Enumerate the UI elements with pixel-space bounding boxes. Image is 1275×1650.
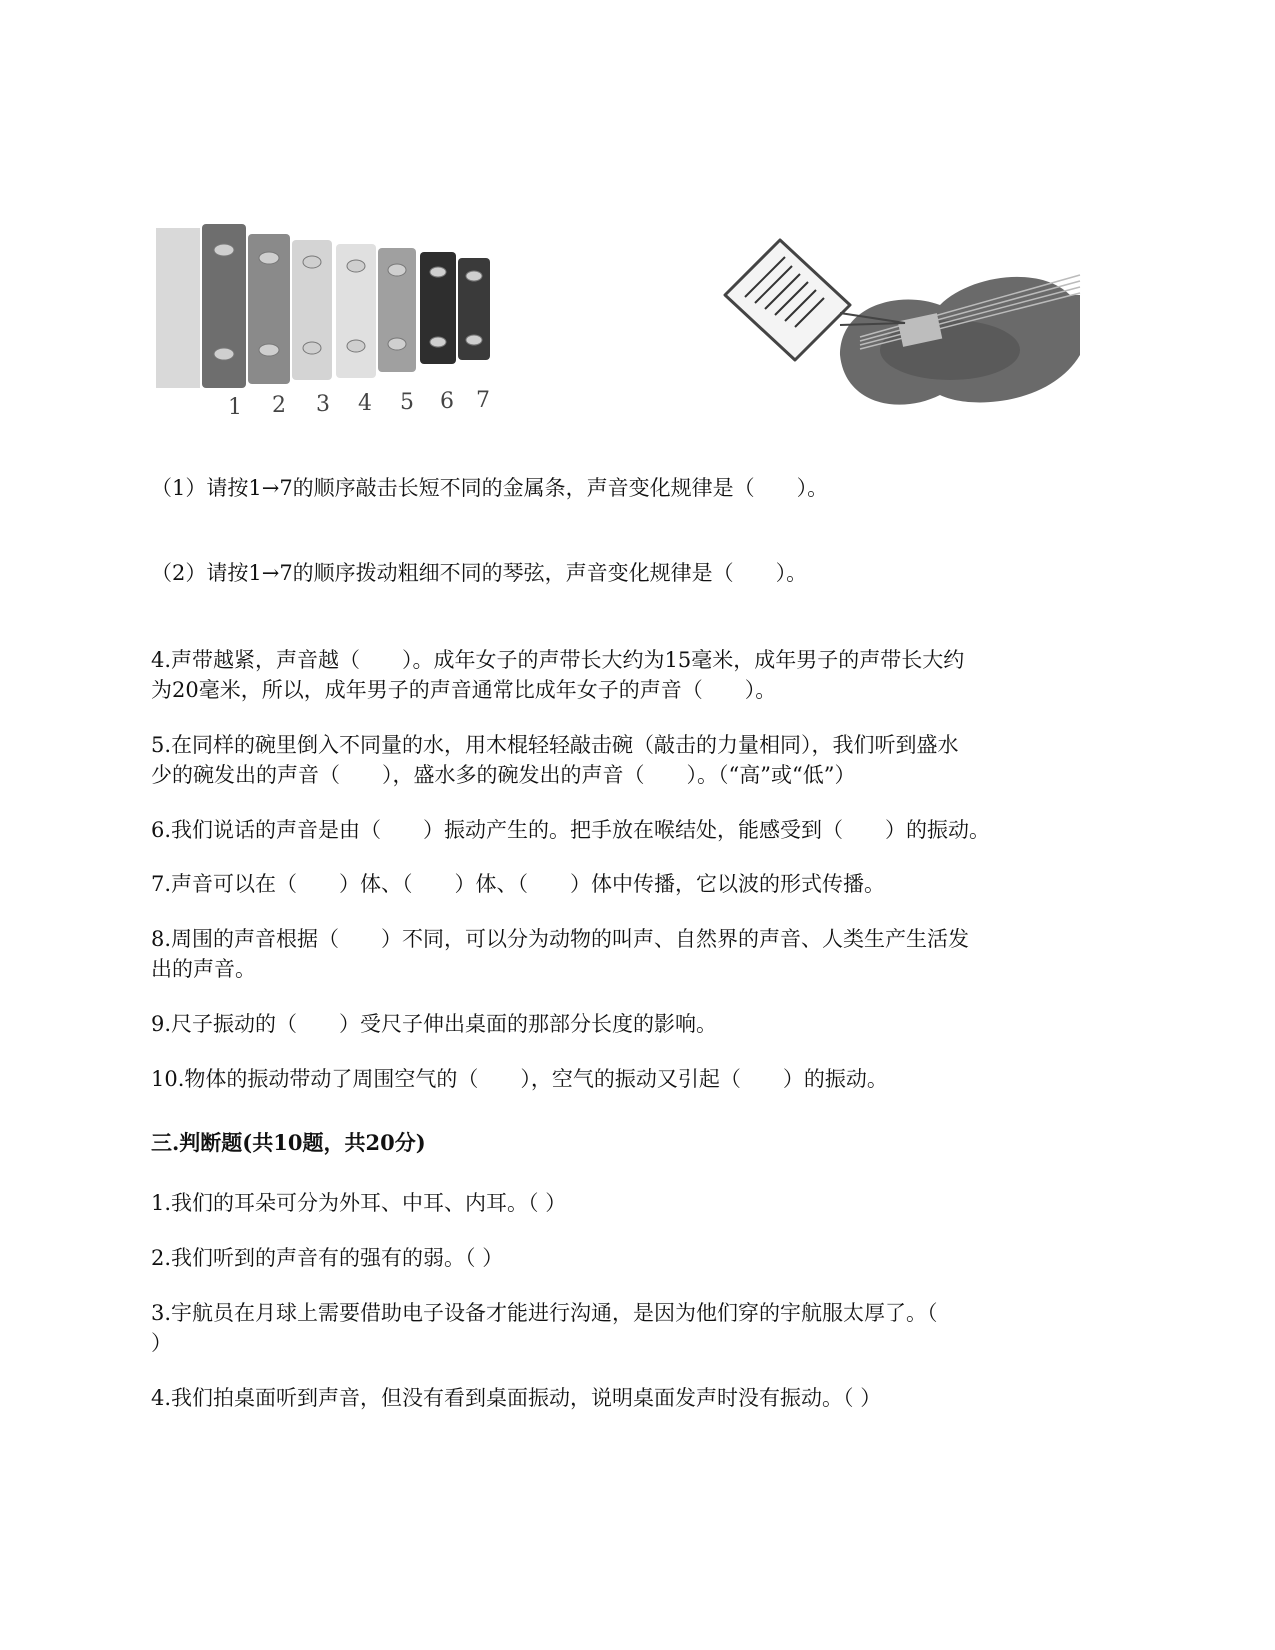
judgement-3-line-1: 3.宇航员在月球上需要借助电子设备才能进行沟通，是因为他们穿的宇航服太厚了。（ bbox=[151, 1301, 938, 1325]
judgement-4: 4.我们拍桌面听到声音，但没有看到桌面振动，说明桌面发声时没有振动。（ ） bbox=[151, 1386, 882, 1410]
question-4-line-2: 为20毫米，所以，成年男子的声音通常比成年女子的声音（ ）。 bbox=[151, 678, 777, 702]
judgement-3-line-2: ） bbox=[151, 1331, 172, 1355]
question-6: 6.我们说话的声音是由（ ）振动产生的。把手放在喉结处，能感受到（ ）的振动。 bbox=[151, 818, 991, 842]
question-7: 7.声音可以在（ ）体、（ ）体、（ ）体中传播，它以波的形式传播。 bbox=[151, 872, 886, 896]
question-8-line-2: 出的声音。 bbox=[151, 957, 256, 981]
bar-number: 3 bbox=[316, 392, 330, 417]
section-heading: 三.判断题(共10题，共20分) bbox=[151, 1130, 426, 1155]
guitar-figure bbox=[720, 235, 1120, 435]
bar-number: 7 bbox=[476, 388, 490, 413]
xylophone-figure bbox=[150, 220, 510, 430]
question-8-line-1: 8.周围的声音根据（ ）不同，可以分为动物的叫声、自然界的声音、人类生产生活发 bbox=[151, 927, 970, 951]
question-4-line-1: 4.声带越紧，声音越（ ）。成年女子的声带长大约为15毫米，成年男子的声带长大约 bbox=[151, 648, 965, 672]
question-10: 10.物体的振动带动了周围空气的（ ），空气的振动又引起（ ）的振动。 bbox=[151, 1067, 888, 1091]
question-9: 9.尺子振动的（ ）受尺子伸出桌面的那部分长度的影响。 bbox=[151, 1012, 718, 1036]
judgement-2: 2.我们听到的声音有的强有的弱。（ ） bbox=[151, 1246, 504, 1270]
bar-number: 6 bbox=[440, 389, 454, 414]
xylophone-bar-numbers bbox=[228, 388, 490, 420]
question-5-line-2: 少的碗发出的声音（ ），盛水多的碗发出的声音（ ）。（“高”或“低”） bbox=[151, 763, 856, 787]
question-5-line-1: 5.在同样的碗里倒入不同量的水，用木棍轻轻敲击碗（敲击的力量相同），我们听到盛水 bbox=[151, 733, 959, 757]
bar-number: 1 bbox=[228, 395, 242, 420]
bar-number: 4 bbox=[358, 391, 372, 416]
bar-number: 2 bbox=[272, 393, 286, 418]
question-3-sub-1: （1）请按1→7的顺序敲击长短不同的金属条，声音变化规律是（ ）。 bbox=[151, 476, 829, 500]
judgement-1: 1.我们的耳朵可分为外耳、中耳、内耳。（ ） bbox=[151, 1191, 567, 1215]
bar-number: 5 bbox=[400, 390, 414, 415]
question-3-sub-2: （2）请按1→7的顺序拨动粗细不同的琴弦，声音变化规律是（ ）。 bbox=[151, 561, 808, 585]
